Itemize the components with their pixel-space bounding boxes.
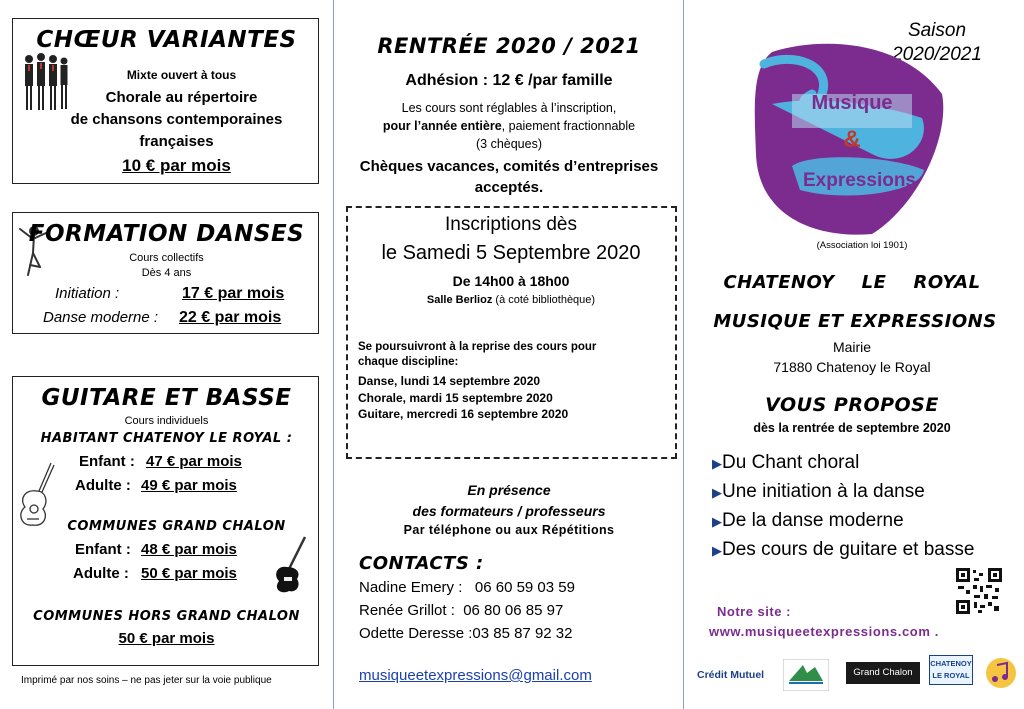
offer-list: [712, 452, 974, 568]
date-danse: Danse, lundi 14 septembre 2020: [358, 374, 541, 388]
salle-berlioz: Salle Berlioz: [426, 294, 493, 306]
des-rentree: dès la rentrée de septembre 2020: [753, 421, 951, 435]
salle-detail: (à coté bibliothèque): [492, 294, 596, 306]
credit-mutuel-logo: Crédit Mutuel: [697, 669, 765, 681]
logo-musique: Musique: [811, 92, 893, 114]
reglement-line2: [335, 119, 683, 133]
annee-entiere: pour l’année entière: [382, 119, 502, 133]
presence-line3: Par téléphone ou aux Répétitions: [403, 523, 615, 537]
paiement-fractionnable: , paiement fractionnable: [501, 119, 636, 133]
electric-guitar-icon: [271, 535, 311, 600]
danses-box: [12, 212, 319, 334]
column-divider-right: [683, 0, 684, 709]
saison-label: Saison: [907, 20, 967, 41]
inscriptions-date: le Samedi 5 Septembre 2020: [381, 242, 641, 264]
triangle-bullet-icon: ▶: [712, 543, 722, 558]
saison-years: 2020/2021: [892, 44, 982, 65]
choeur-line3: de chansons contemporaines: [70, 111, 283, 128]
site-label: Notre site :: [717, 604, 791, 619]
suite-line2: chaque discipline:: [358, 356, 459, 368]
choeur-line1: Mixte ouvert à tous: [126, 68, 237, 82]
g1-enfant-price: 47 € par mois: [146, 453, 242, 470]
date-chorale: Chorale, mardi 15 septembre 2020: [358, 391, 553, 405]
danses-sub2: Dès 4 ans: [141, 267, 192, 279]
mairie: Mairie: [832, 339, 872, 355]
g1-adulte-price: 49 € par mois: [141, 477, 237, 494]
acoustic-guitar-icon: [15, 461, 61, 536]
print-notice: Imprimé par nos soins – ne pas jeter sur la voie publique: [21, 675, 272, 686]
choeur-line4: françaises: [139, 133, 214, 150]
inscriptions-box: [346, 206, 677, 459]
guitare-box: [12, 376, 319, 666]
date-guitare: Guitare, mercredi 16 septembre 2020: [358, 407, 569, 421]
offer-item: ▶Du Chant choral: [712, 452, 860, 473]
chatenoy-le-royal-logo: CHATENOY LE ROYAL: [929, 655, 973, 685]
initiation-price: 17 € par mois: [182, 285, 285, 302]
choeur-title: CHŒUR VARIANTES: [36, 27, 297, 53]
qr-code-icon: [956, 568, 1002, 614]
site-url-link[interactable]: www.musiqueetexpressions.com .: [709, 624, 939, 639]
cheques-line1: Chèques vacances, comités d’entreprises: [359, 158, 659, 175]
adhesion: Adhésion : 12 € /par famille: [405, 72, 613, 89]
address: 71880 Chatenoy le Royal: [773, 359, 931, 375]
triangle-bullet-icon: ▶: [712, 485, 722, 500]
presence-line2: des formateurs / professeurs: [412, 503, 606, 519]
offer-item: ▶Une initiation à la danse: [712, 481, 925, 502]
g3-price: 50 € par mois: [118, 630, 215, 647]
offer-item: ▶De la danse moderne: [712, 510, 904, 531]
group-grand-chalon: COMMUNES GRAND CHALON: [67, 519, 286, 534]
danse-moderne-price: 22 € par mois: [179, 309, 282, 326]
choeur-line2: Chorale au répertoire: [105, 89, 258, 106]
danse-moderne-label: Danse moderne :: [43, 309, 159, 326]
cheques-line2: acceptés.: [474, 179, 544, 196]
g1-adulte-label: Adulte :: [75, 477, 131, 494]
choeur-box: [12, 18, 319, 184]
salle: [348, 294, 674, 306]
grand-chalon-logo: Grand Chalon: [846, 662, 920, 684]
triangle-bullet-icon: ▶: [712, 514, 722, 529]
column-divider-left: [333, 0, 334, 709]
guitare-sub: Cours individuels: [124, 415, 209, 427]
logo-expressions: Expressions: [803, 170, 916, 191]
g2-adulte-price: 50 € par mois: [141, 565, 237, 582]
danses-sub1: Cours collectifs: [129, 252, 204, 264]
offer-item: ▶Des cours de guitare et basse: [712, 539, 975, 560]
g2-enfant-price: 48 € par mois: [141, 541, 237, 558]
g1-enfant-label: Enfant :: [79, 453, 135, 470]
inscriptions-hours: De 14h00 à 18h00: [452, 273, 570, 289]
music-note-logo: [983, 657, 1019, 689]
inscriptions-line1: Inscriptions dès: [444, 214, 577, 235]
commune-logo: [783, 659, 829, 691]
triangle-bullet-icon: ▶: [712, 456, 722, 471]
g2-adulte-label: Adulte :: [73, 565, 129, 582]
guitare-title: GUITARE ET BASSE: [41, 385, 292, 411]
g2-enfant-label: Enfant :: [75, 541, 131, 558]
reglement-line3: (3 chèques): [475, 137, 542, 151]
vous-propose: VOUS PROPOSE: [765, 394, 939, 416]
contacts-title: CONTACTS :: [359, 553, 484, 574]
email-link[interactable]: musiqueetexpressions@gmail.com: [359, 667, 592, 684]
contact-renee: Renée Grillot : 06 80 06 85 97: [359, 602, 564, 619]
initiation-label: Initiation :: [55, 285, 120, 302]
presence-line1: En présence: [467, 482, 551, 498]
group-chatenoy: HABITANT CHATENOY LE ROYAL :: [40, 431, 293, 446]
contact-odette: Odette Deresse :03 85 87 92 32: [359, 625, 573, 642]
logo-ampersand: &: [843, 126, 861, 153]
danses-title: FORMATION DANSES: [28, 221, 305, 247]
musique-et-expressions-title: MUSIQUE ET EXPRESSIONS: [713, 311, 997, 332]
contact-nadine: Nadine Emery : 06 60 59 03 59: [359, 579, 575, 596]
choeur-price: 10 € par mois: [122, 156, 231, 175]
group-hors-grand-chalon: COMMUNES HORS GRAND CHALON: [33, 609, 300, 624]
rentree-title: RENTRÉE 2020 / 2021: [377, 34, 641, 58]
suite-line1: Se poursuivront à la reprise des cours pour: [358, 341, 597, 353]
chatenoy-title: CHATENOY LE ROYAL: [723, 272, 981, 293]
reglement-line1: Les cours sont réglables à l’inscription,: [401, 101, 617, 115]
singers-icon: [21, 51, 71, 118]
association-note: (Association loi 1901): [816, 240, 908, 251]
musique-expressions-logo: [752, 34, 952, 239]
